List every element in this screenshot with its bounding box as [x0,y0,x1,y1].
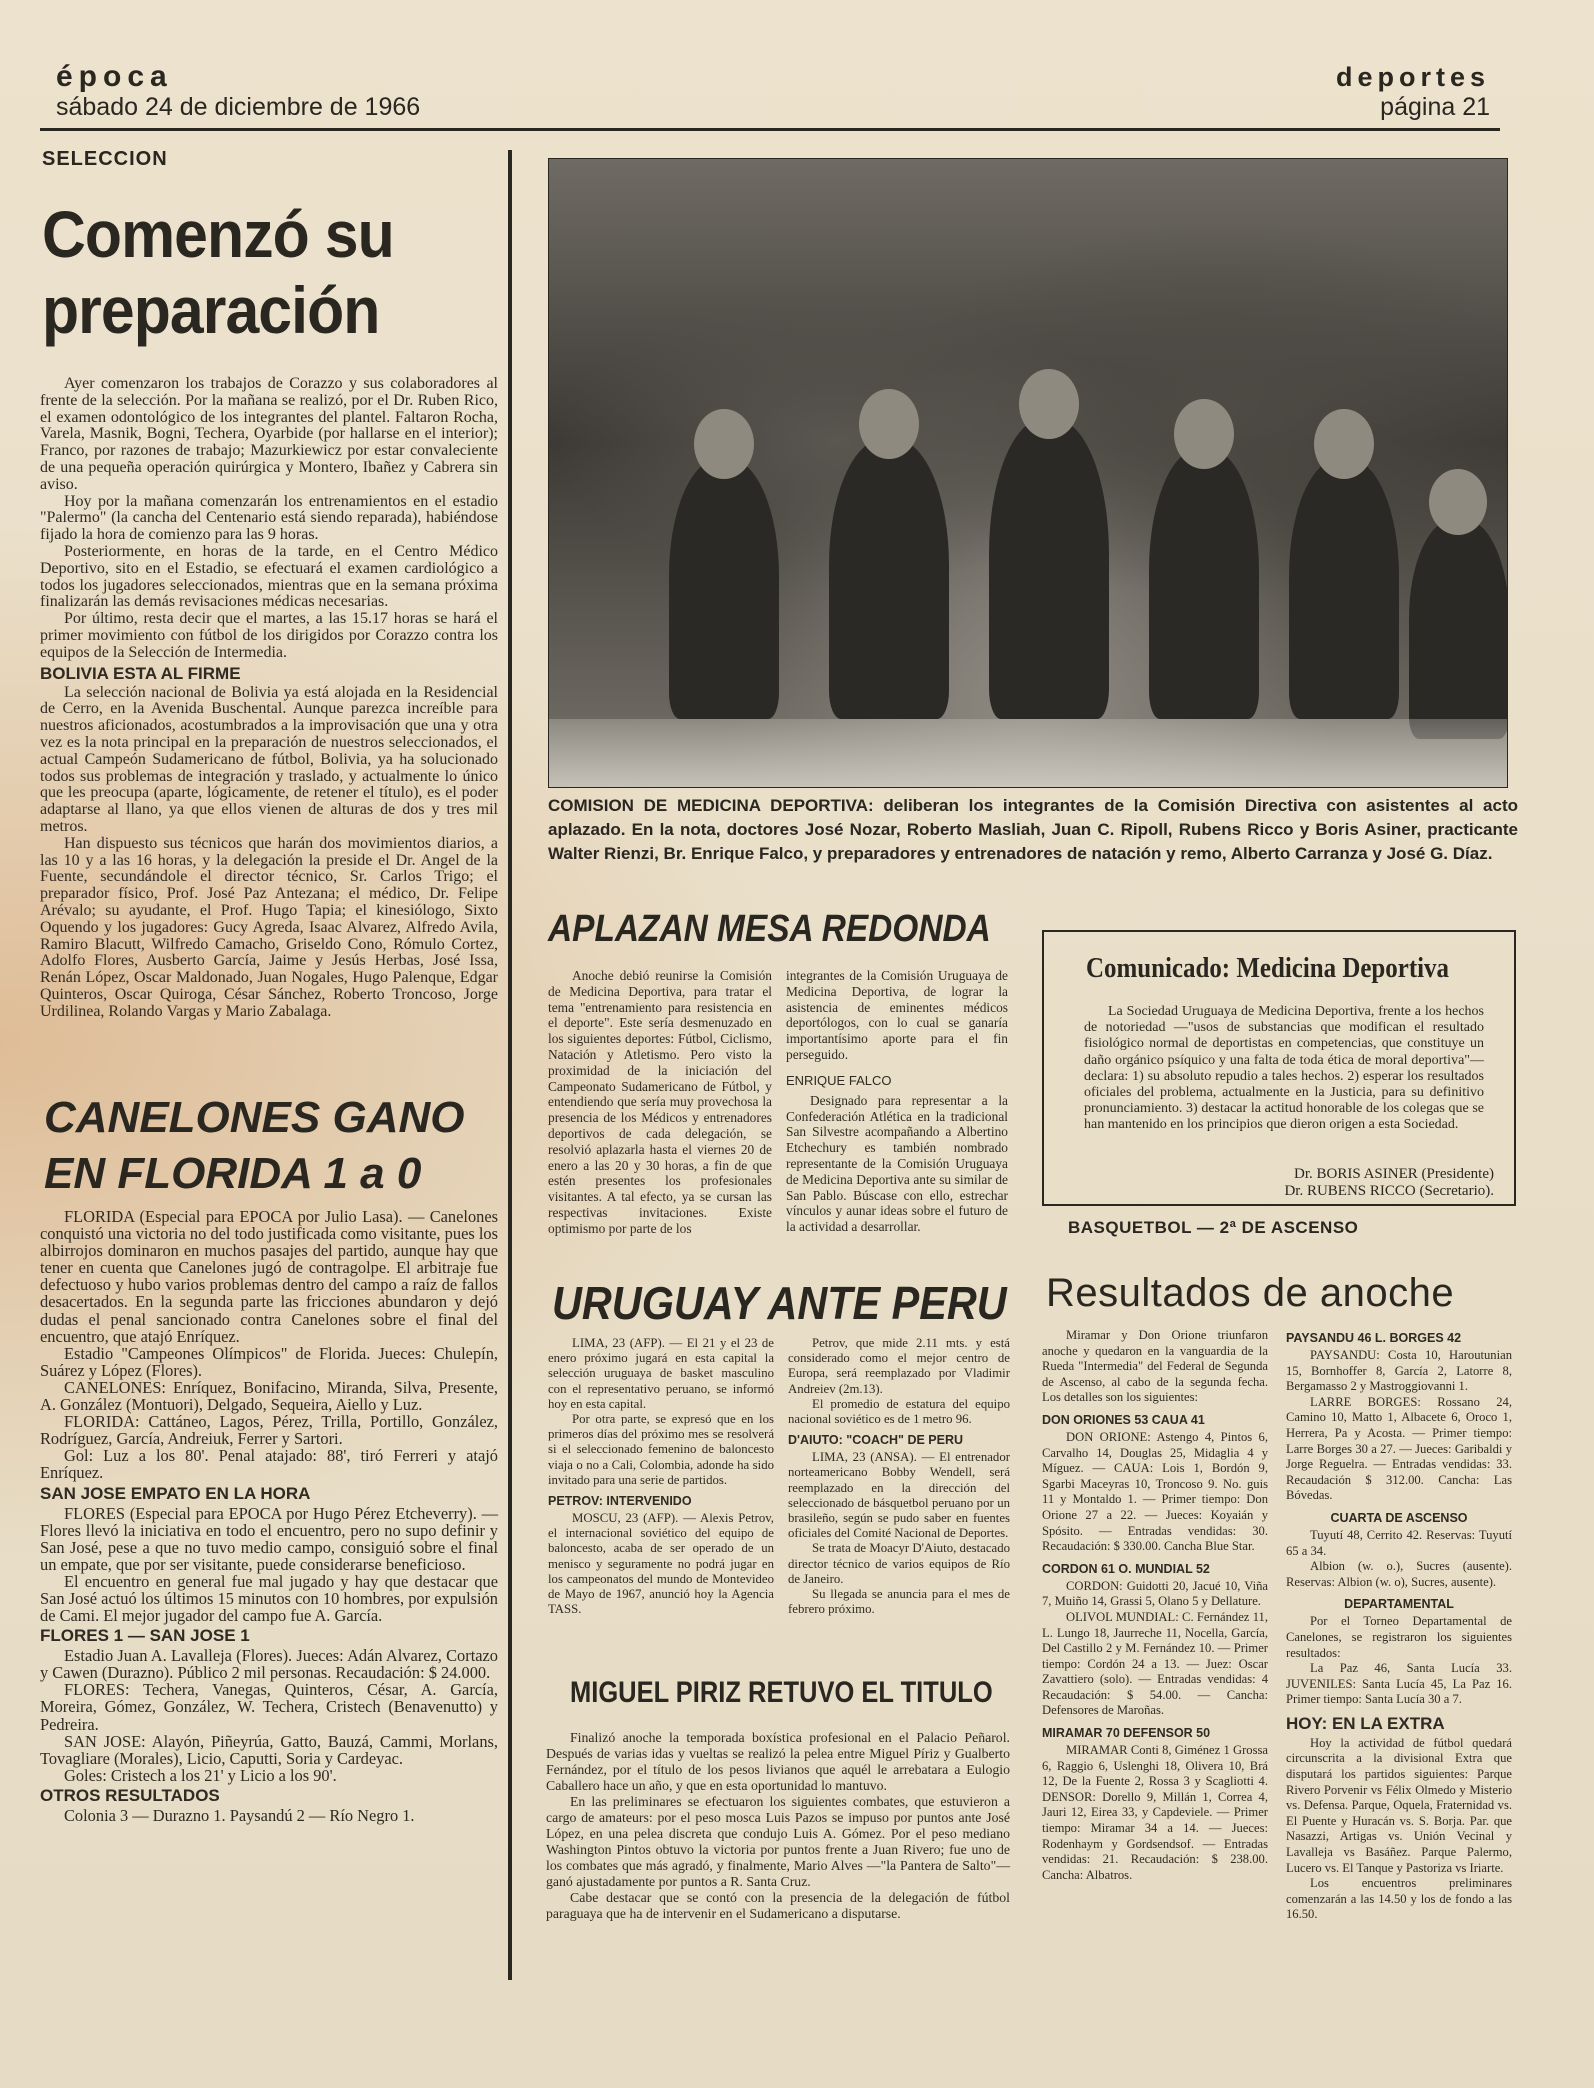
article-paragraph: DON ORIONE: Astengo 4, Pintos 6, Carvalho 14, Douglas 25, Midaglia 4 y Míguez. — CAUA: Lois 1, Bordón 9, Sgarbi Maceyras 10, Troncoso 9. No. guis 11 y Montaldo 1. — Primer tiempo: Don Orione 27 a 22. — Jueces: Koyaián y Spósito. — Entradas vendidas: 30. Recaudación: $ 330.00. Cancha Blue Star. [1042,1429,1268,1554]
piriz-headline: MIGUEL PIRIZ RETUVO EL TITULO [570,1676,993,1709]
article-paragraph: Se trata de Moacyr D'Aiuto, destacado director técnico de varios equipos de Río de Janeiro. [788,1541,1010,1586]
article-paragraph: MOSCU, 23 (AFP). — Alexis Petrov, el internacional soviético del equipo de baloncesto, acaba de ser operado de un menisco y seguramente no podrá jugar en los campeonatos del mundo de Montevideo de Mayo de 1967, anunció hoy la Agencia TASS. [548,1511,774,1617]
article-paragraph: La Paz 46, Santa Lucía 33. JUVENILES: Santa Lucía 45, La Paz 16. Primer tiempo: Santa Lucía 30 a 7. [1286,1661,1512,1707]
article-paragraph: FLORIDA (Especial para EPOCA por Julio Lasa). — Canelones conquistó una victoria no del todo justificada como visitante, pues los albirrojos dominaron en muchos pasajes del partido, aunque hay que tener en cuenta que Canelones jugó de contragolpe. El arbitraje fue defectuoso y hubo varios problemas dentro del campo a raíz de fallos desacertados. En la segunda parte las fricciones abundaron y dejó dudas el penal sancionado contra Canelones sobre el final del encuentro, que atajó Enríquez. [40,1207,498,1346]
article-paragraph: FLORES: Techera, Vanegas, Quinteros, César, A. García, Moreira, Gómez, González, W. Techera, Cristech (Benavenutto) y Pedreira. [40,1680,498,1734]
article-paragraph: Finalizó anoche la temporada boxística profesional en el Palacio Peñarol. Después de varias idas y vueltas se realizó la pelea entre Miguel Píriz y Gualberto Fernández, por el título de los pesos livianos que aquél le arrebatara a Eulogio Caballero hace un año, y que en esta oportunidad lo mantuvo. [546,1730,1010,1793]
article-paragraph: LARRE BORGES: Rossano 24, Camino 10, Matto 1, Albacete 6, Oroco 1, Herrera, Pa y Acosta. — Primer tiempo: Larre Borges 30 a 27. — Jueces: Garibaldi y Jorge Reguelra. — Entradas vendidas: 33. Recaudación $ 312.00. Cancha: Las Bóvedas. [1286,1394,1512,1503]
article-paragraph: Albion (w. o.), Sucres (ausente). Reservas: Albion (w. o), Sucres, ausente). [1286,1559,1512,1589]
bolivia-subhead: BOLIVIA ESTA AL FIRME [40,663,241,683]
petrov-subhead: PETROV: INTERVENIDO [548,1494,692,1509]
article-paragraph: Por el Torneo Departamental de Canelones, se registraron los siguientes resultados: [1286,1614,1512,1660]
article-paragraph: El encuentro en general fue mal jugado y hay que destacar que San José actuó los últimos 15 minutos con 10 hombres, por expulsión de Cami. El mejor jugador del campo fue A. García. [40,1571,498,1626]
article-paragraph: FLORIDA: Cattáneo, Lagos, Pérez, Trilla, Portillo, González, Rodríguez, García, Andreiuk, Ferrer y Sartori. [40,1412,498,1449]
article-paragraph: Goles: Cristech a los 21' y Licio a los 90'. [64,1765,337,1785]
otros-resultados-subhead: OTROS RESULTADOS [40,1785,220,1805]
falco-subhead: ENRIQUE FALCO [786,1072,892,1088]
result-subhead: DON ORIONES 53 CAUA 41 [1042,1412,1205,1427]
section-name: deportes [1335,62,1490,92]
paper-name: época [56,60,173,93]
column-divider [508,150,512,1980]
article-paragraph: Han dispuesto sus técnicos que harán dos movimientos diarios, a las 10 y a las 16 horas, y la delegación la preside el Dr. Angel de la Fuente, secundándole el director técnico, Sr. Carlos Trigo; el preparador físico, Prof. José Paz Antezana; el médico, Dr. Felipe Arévalo; su ayudante, el Prof. Hugo Tapia; el kinesiólogo, Sixto Oquendo y los jugadores: Gucy Agreda, Isaac Alvarez, Alfredo Avila, Ramiro Blacutt, Wilfredo Camacho, Griseldo Cono, Rómulo Cortez, Adolfo Flores, Ausberto García, Jaime y Jesús Herbas, José Issa, Renán López, Oscar Maldonado, Juan Nogales, Hugo Palenque, Edgar Quinteros, Oscar Quiroga, César Sánchez, Roberto Troncoso, Jorge Urdilinea, Rolando Vargas y Mario Zabalaga. [40,834,498,1020]
comunicado-box [1042,930,1516,1206]
result-subhead: PAYSANDU 46 L. BORGES 42 [1286,1331,1462,1345]
signature-president: Dr. BORIS ASINER (Presidente) [1294,1166,1494,1182]
article-paragraph: Ayer comenzaron los trabajos de Corazzo y sus colaboradores al frente de la selección. Por la mañana se realizó, por el Dr. Ruben Rico, el examen odontológico de los integrantes del plantel. Faltaron Rocha, Varela, Masnik, Bogni, Techera, Oyarbide (por hallarse en el interior); Franco, por razones de trabajo; Mazurkiewicz por estar convaleciente de una pequeña operación quirúrgica y Montero, Ibañez y Cabrera sin aviso. [40,375,498,493]
seleccion-headline-line2: preparación [42,273,380,347]
article-paragraph: CANELONES: Enríquez, Bonifacino, Miranda, Silva, Presente, A. González (Montuori), Delgado, Sequeira, Aiello y Luz. [40,1377,498,1415]
article-paragraph: MIRAMAR Conti 8, Giménez 1 Grossa 6, Raggio 6, Uslenghi 18, Olivera 10, Brá 12, De la Fuente 2, Rossa 3 y Scagliotti 4. DENSOR: Dorello 9, Millán 1, Correa 4, Jauri 12, Eirea 33, y Capdeviele. — Primer tiempo: Miramar 34 a 14. — Jueces: Rodenhaym y Gordsendsof. — Entradas vendidas: 21. Recaudación: $ 238.00. Cancha: Albatros. [1042,1743,1268,1882]
article-paragraph: Por otra parte, se expresó que en los primeros días del próximo mes se resolverá si el seleccionado femenino de baloncesto viaja o no a Cali, Colombia, adonde ha sido invitado para una serie de partidos. [548,1412,774,1487]
canelones-headline-line2: EN FLORIDA 1 a 0 [44,1149,422,1198]
san-jose-subhead: SAN JOSE EMPATO EN LA HORA [40,1483,311,1503]
article-paragraph: La Sociedad Uruguaya de Medicina Deportiva, frente a los hechos de notoriedad —"usos de substancias que modifican el resultado fisiológico normal de deportistas en competencias, que constituye un daño orgánico psíquico y una falta de toda ética de moral deportiva"— declara: 1) su absoluto repudio a tales hechos. 2) esperar los resultados oficiales del problema, actualmente en la Justicia, para su definitivo pronunciamiento. 3) destacar la actitud honorable de los colegas que se han mantenido en los principios que dieron origen a esta Sociedad. [1084,1004,1484,1133]
article-paragraph: Petrov, que mide 2.11 mts. y está considerado como el mejor centro de Europa, será reemplazado por Vladimir Andreiev (2m.13). [788,1336,1010,1396]
signature-secretary: Dr. RUBENS RICCO (Secretario). [1284,1183,1494,1199]
article-paragraph: La selección nacional de Bolivia ya está alojada en la Residencial de Cerro, en la Avenida Buschental. Aunque parezca increíble para nuestros aficionados, acostumbrados a la improvisación que una y otra vez es la nota principal en la preparación de nuestros seleccionados, el actual Campeón Sudamericano de fútbol, Bolivia, ya ha solucionado todos sus problemas de integración y traslado, y actualmente lo único que les preocupa (aparte, lógicamente, de retener el título), es el poder adaptarse al llano, ya que ellos vienen de alturas de dos y tres mil metros. [40,683,498,835]
meeting-photo [548,158,1508,788]
aplazan-headline: APLAZAN MESA REDONDA [548,908,991,950]
article-paragraph: SAN JOSE: Alayón, Piñeyrúa, Gatto, Bauzá, Cammi, Morlans, Tovagliare (Morales), Licio, Caputti, Soria y Cardeyac. [40,1731,498,1768]
canelones-headline [44,1090,514,1202]
article-paragraph: Los encuentros preliminares comenzarán a las 14.50 y los de fondo a las 16.50. [1286,1876,1512,1922]
result-subhead: MIRAMAR 70 DEFENSOR 50 [1042,1726,1211,1741]
article-paragraph: Cabe destacar que se contó con la presencia de la delegación de fútbol paraguaya que ha de intervenir en el Sudamericano a disputarse. [546,1890,1010,1921]
article-paragraph: Anoche debió reunirse la Comisión de Medicina Deportiva, para tratar el tema "entrenamiento para resistencia en el deporte". Este sería desmenuzado en los siguientes deportes: Fútbol, Ciclismo, Natación y Atletismo. Pero visto la proximidad de la iniciación del Campeonato Sudamericano de Fútbol, y entendiendo que sería muy provechosa la presencia de los Médicos y entrenadores deportivos de cada delegación, se resolvió aplazarla hasta el viernes 20 de enero a las 20 y 30 horas, a fin de que estén presentes los profesionales visitantes. A tal efecto, ya se cursan las respectivas invitaciones. Existe optimismo por parte de los [548,968,772,1236]
article-paragraph: Hoy la actividad de fútbol quedará circunscrita a la divisional Extra que disputará los partidos siguientes: Parque Rivero Porvenir vs Félix Olmedo y Misterio vs. Defensa. Parque, Oquela, Fraternidad vs. El Puente y Huracán vs. S. Borja. Par. que Nasazzi, Artigas vs. Unión Vecinal y Lavalleja vs Basáñez. Parque Palermo, Lucero vs. El Tanque y Pastoriza vs Iriarte. [1286,1735,1512,1875]
article-paragraph: En las preliminares se efectuaron los siguientes combates, que estuvieron a cargo de amateurs: por el peso mosca Luis Pazos se impuso por puntos ante José López, en una pelea discreta que condujo Luis A. Gómez. Por el peso mediano Washington Pintos obtuvo la victoria por puntos frente a Juan Rivero; fue uno de los combates que más agradó, y finalmente, Mario Alves —"la Pantera de Salto"— ganó ajustadamente por puntos a R. Santa Cruz. [546,1794,1010,1889]
article-paragraph: LIMA, 23 (ANSA). — El entrenador norteamericano Bobby Wendell, será reemplazado en la dirección del seleccionado de básquetbol peruano por un brasileño, según se pudo saber en fuentes oficiales del Comité Nacional de Deportes. [788,1450,1010,1541]
issue-date: sábado 24 de diciembre de 1966 [56,93,421,121]
basquetbol-kicker: BASQUETBOL — 2ª DE ASCENSO [1068,1218,1359,1237]
article-paragraph: El promedio de estatura del equipo nacional soviético es de 1 metro 96. [788,1396,1010,1427]
basquetbol-col1 [1042,1328,1268,1883]
article-paragraph: Hoy por la mañana comenzarán los entrenamientos en el estadio "Palermo" (la cancha del Centenario está siendo reparada), habiéndose fijado la hora de comienzo para las 9 horas. [40,492,498,544]
comunicado-text [1084,1004,1484,1134]
article-paragraph: CORDON: Guidotti 20, Jacué 10, Viña 7, Muiño 14, Grassi 5, Olano 5 y Dellature. [1042,1578,1268,1609]
article-paragraph: Por último, resta decir que el martes, a las 15.17 horas se hará el primer movimiento con fútbol de los dirigidos por Corazzo contra los equipos de la Selección de Intermedia. [40,610,498,661]
result-subhead: CORDON 61 O. MUNDIAL 52 [1042,1561,1210,1576]
seleccion-headline [42,196,520,348]
comunicado-signatures [1084,1166,1494,1200]
resultados-headline: Resultados de anoche [1046,1271,1455,1315]
article-paragraph: Estadio Juan A. Lavalleja (Flores). Jueces: Adán Alvarez, Cortazo y Cawen (Durazno). Público 2 mil personas. Recaudación: $ 24.000. [40,1646,498,1683]
article-paragraph: Designado para representar a la Confederación Atlética en la tradicional San Silvestre acompañando a Albertino Etchechury es también nombrado representante de la Comisión Uruguaya de Medicina Deportiva ante su similar de San Pablo. Búscase con ello, estrechar vínculos y aunar ideas sobre el futuro de la actividad a desarrollar. [786,1092,1008,1235]
comunicado-headline: Comunicado: Medicina Deportiva [1086,952,1450,984]
page-number: página 21 [1380,93,1490,121]
aplazan-col1 [548,968,772,1237]
seleccion-article [40,376,498,1020]
seleccion-headline-line1: Comenzó su [42,197,394,271]
flores-score-subhead: FLORES 1 — SAN JOSE 1 [40,1626,250,1646]
article-paragraph: integrantes de la Comisión Uruguaya de Medicina Deportiva, de lograr la asistencia de eminentes médicos deportólogos, con lo cual se ganaría importantísimo aporte para el fin perseguido. [786,968,1008,1062]
piriz-article [546,1730,1010,1922]
masthead-left [56,62,496,122]
article-paragraph: PAYSANDU: Costa 10, Haroutunian 15, Bornhoffer 8, García 2, Latorre 8, Bergamasso 2 y Mastroggiovanni 1. [1286,1348,1512,1394]
aplazan-col2 [786,968,1008,1235]
masthead-right [1190,62,1490,122]
article-paragraph: Estadio "Campeones Olímpicos" de Florida. Jueces: Chulepín, Suárez y López (Flores). [40,1343,498,1380]
result-subhead: DEPARTAMENTAL [1344,1597,1454,1612]
article-paragraph: Posteriormente, en horas de la tarde, en el Centro Médico Deportivo, sito en el Estadio, se efectuará el examen cardiológico a todos los jugadores seleccionados, mientras que en la semana próxima finalizarán las demás revisaciones médicas necesarias. [40,542,498,611]
hoy-extra-subhead: HOY: EN LA EXTRA [1286,1713,1445,1733]
uruguay-peru-col1 [548,1336,774,1617]
uruguay-peru-col2 [788,1336,1010,1617]
article-paragraph: Colonia 3 — Durazno 1. Paysandú 2 — Río Negro 1. [64,1805,415,1825]
photo-caption: COMISION DE MEDICINA DEPORTIVA: deliberan los integrantes de la Comisión Directiva con asistentes al acto aplazado. En la nota, doctores José Nozar, Roberto Masliah, Juan C. Ripoll, Rubens Ricco y Boris Asiner, practicante Walter Rienzi, Br. Enrique Falco, y preparadores y entrenadores de natación y remo, Alberto Carranza y José G. Díaz. [548,796,1518,863]
article-paragraph: Miramar y Don Orione triunfaron anoche y quedaron en la vanguardia de la Rueda "Intermedia" del Federal de Segunda de Ascenso, al cabo de la segunda fecha. Los detalles son los siguientes: [1042,1328,1268,1405]
uruguay-peru-headline: URUGUAY ANTE PERU [552,1277,1007,1329]
daiuto-subhead: D'AIUTO: "COACH" DE PERU [788,1433,964,1448]
article-paragraph: OLIVOL MUNDIAL: C. Fernández 11, L. Lungo 18, Jaurreche 11, Nocella, García, Del Castillo 2 y M. Fernández 10. — Primer tiempo: Cordón 24 a 13. — Juez: Oscar Zavattiero (solo). — Entradas vendidas: 4 Recaudación: $ 54.00. — Cancha: Defensores de Maroñas. [1042,1609,1268,1718]
article-paragraph: Gol: Luz a los 80'. Penal atajado: 88', tiró Ferreri y atajó Enríquez. [40,1446,498,1483]
article-paragraph: FLORES (Especial para EPOCA por Hugo Pérez Etcheverry). — Flores llevó la iniciativa en todo el encuentro, pero no supo definir y San José, pese a que no tuvo medio campo, consiguió sobre el final un empate, que por ser visitante, puede considerarse beneficioso. [40,1503,498,1574]
canelones-article [40,1208,498,1824]
basquetbol-col2 [1286,1328,1512,1923]
article-paragraph: Su llegada se anuncia para el mes de febrero próximo. [788,1587,1010,1617]
masthead-rule [40,128,1500,131]
article-paragraph: LIMA, 23 (AFP). — El 21 y el 23 de enero próximo jugará en esta capital la selección uruguaya de basket masculino con el representativo peruano, se informó hoy en esta capital. [548,1336,774,1411]
canelones-headline-line1: CANELONES GANO [44,1093,465,1142]
article-paragraph: Tuyutí 48, Cerrito 42. Reservas: Tuyutí 65 a 34. [1286,1527,1512,1558]
seleccion-kicker: SELECCION [42,148,168,170]
result-subhead: CUARTA DE ASCENSO [1330,1510,1468,1525]
